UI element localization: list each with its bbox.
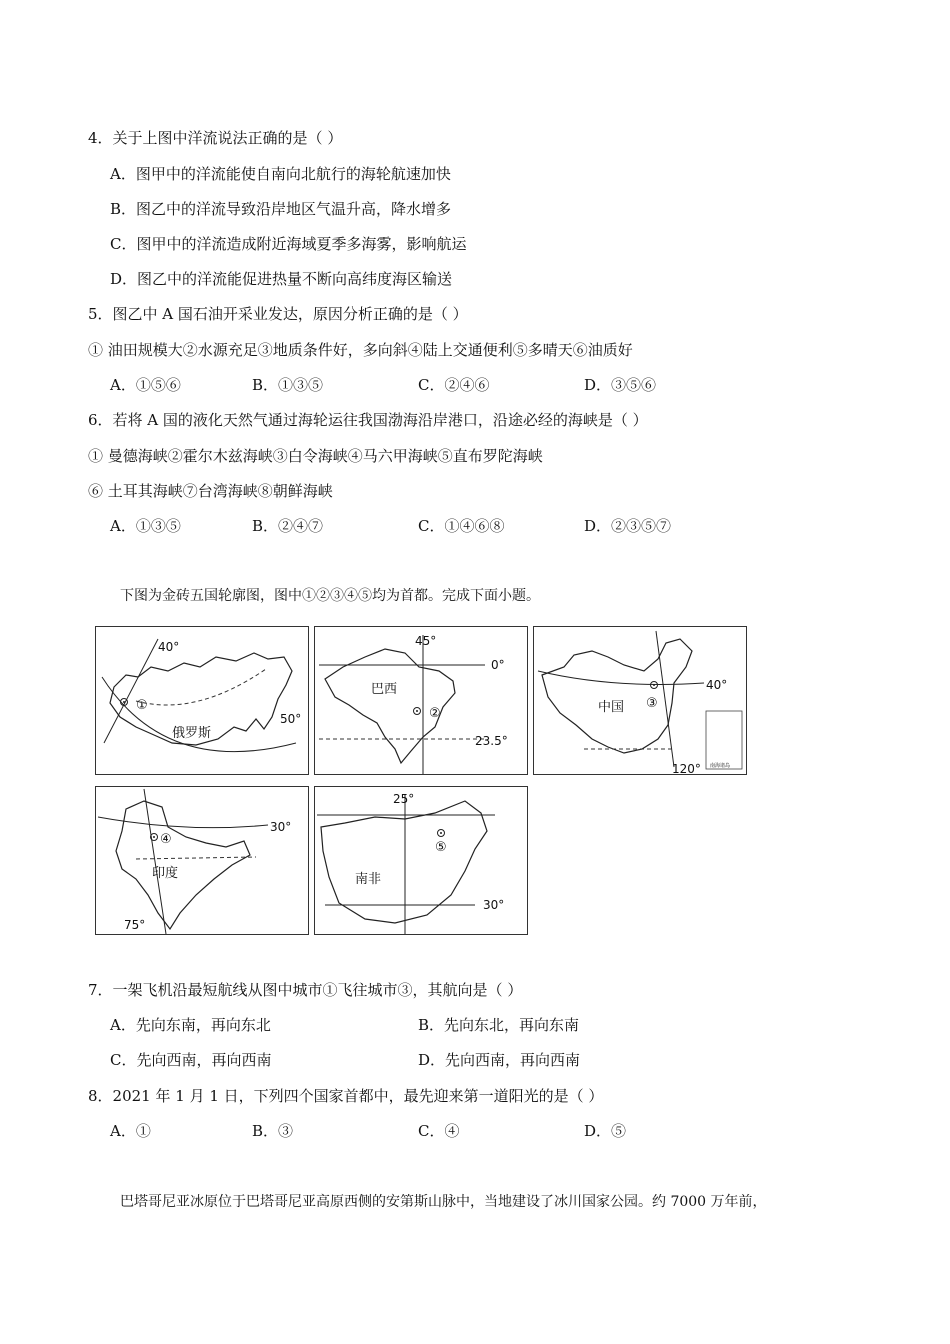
safrica-name: 南非: [355, 872, 382, 887]
q6-stem: 6．若将 A 国的液化天然气通过海轮运往我国渤海沿岸港口，沿途必经的海峡是（ ）: [88, 411, 648, 429]
q7-option-d: D．先向西南，再向西南: [418, 1051, 581, 1069]
q8-option-b: B．③: [252, 1122, 294, 1140]
q6-option-a: A．①③⑤: [110, 517, 181, 535]
map-south-africa: [314, 786, 528, 935]
q4-option-a: A．图甲中的洋流能使自南向北航行的海轮航速加快: [110, 165, 451, 183]
q6-option-d: D．②③⑤⑦: [584, 517, 672, 535]
brazil-tropic-label: 23.5°: [475, 734, 508, 748]
russia-arc: [136, 669, 266, 705]
capital-2-label: ②: [429, 706, 441, 721]
china-lon-label: 120°: [672, 762, 701, 774]
india-outline: [116, 801, 250, 929]
russia-lon-label: 50°: [280, 712, 302, 726]
q6-option-c: C．①④⑥⑧: [418, 517, 505, 535]
china-lat-label: 40°: [706, 678, 728, 692]
q8-option-d: D．⑤: [584, 1122, 627, 1140]
map-brazil: [314, 626, 528, 775]
q8-option-c: C．④: [418, 1122, 460, 1140]
q5-items: ① 油田规模大②水源充足③地质条件好，多向斜④陆上交通便利⑤多晴天⑥油质好: [88, 341, 633, 359]
inset-label: 南海诸岛: [710, 763, 731, 769]
q5-option-c: C．②④⑥: [418, 376, 490, 394]
safrica-lon-label: 25°: [393, 792, 415, 806]
map-china: [533, 626, 747, 775]
capital-1-label: ①: [136, 698, 148, 713]
q8-option-a: A．①: [110, 1122, 151, 1140]
q8-stem: 8．2021 年 1 月 1 日，下列四个国家首都中，最先迎来第一道阳光的是（ ）: [88, 1087, 604, 1105]
capital-3-label: ③: [646, 696, 658, 711]
china-parallel: [538, 671, 704, 685]
patagonia-intro: 巴塔哥尼亚冰原位于巴塔哥尼亚高原西侧的安第斯山脉中，当地建设了冰川国家公园。约 7000 万年前，: [120, 1194, 767, 1210]
q5-option-a: A．①⑤⑥: [110, 376, 181, 394]
q6-items-1: ① 曼德海峡②霍尔木兹海峡③白令海峡④马六甲海峡⑤直布罗陀海峡: [88, 447, 543, 465]
q4-option-c: C．图甲中的洋流造成附近海域夏季多海雾，影响航运: [110, 235, 467, 253]
map-india: [95, 786, 309, 935]
india-name: 印度: [152, 866, 179, 881]
china-meridian: [656, 631, 674, 767]
india-lon-label: 75°: [124, 918, 146, 932]
q4-stem: 4．关于上图中洋流说法正确的是（ ）: [88, 129, 343, 147]
brics-intro: 下图为金砖五国轮廓图，图中①②③④⑤均为首都。完成下面小题。: [120, 588, 540, 604]
q4-option-b: B．图乙中的洋流导致沿岸地区气温升高，降水增多: [110, 200, 452, 218]
q7-stem: 7．一架飞机沿最短航线从图中城市①飞往城市③，其航向是（ ）: [88, 981, 523, 999]
brazil-lon-label: 45°: [415, 634, 437, 648]
q5-option-d: D．③⑤⑥: [584, 376, 657, 394]
india-lat-label: 30°: [270, 820, 292, 834]
map-russia: [95, 626, 309, 775]
q7-option-c: C．先向西南，再向西南: [110, 1051, 272, 1069]
q7-option-a: A．先向东南，再向东北: [110, 1016, 271, 1034]
q7-option-b: B．先向东北，再向东南: [418, 1016, 580, 1034]
q5-option-b: B．①③⑤: [252, 376, 324, 394]
capital-5-label: ⑤: [435, 840, 447, 855]
russia-name: 俄罗斯: [172, 726, 212, 741]
brazil-equator-label: 0°: [491, 658, 505, 672]
safrica-lat-label: 30°: [483, 898, 505, 912]
russia-lat-label: 40°: [158, 640, 180, 654]
q6-items-2: ⑥ 土耳其海峡⑦台湾海峡⑧朝鲜海峡: [88, 482, 333, 500]
q4-option-d: D．图乙中的洋流能促进热量不断向高纬度海区输送: [110, 270, 453, 288]
q6-option-b: B．②④⑦: [252, 517, 324, 535]
china-name: 中国: [598, 700, 625, 715]
q5-stem: 5．图乙中 A 国石油开采业发达，原因分析正确的是（ ）: [88, 305, 468, 323]
south-china-sea-inset: [706, 711, 742, 769]
capital-4-label: ④: [160, 832, 172, 847]
brazil-name: 巴西: [371, 682, 398, 697]
